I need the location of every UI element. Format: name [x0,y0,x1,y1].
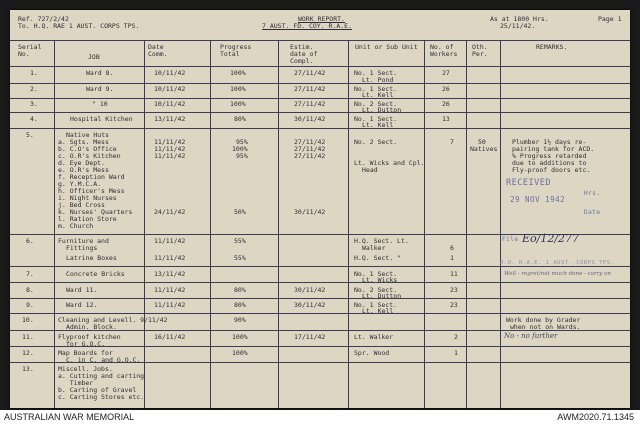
row-workers: 11 [450,270,458,278]
row-unit-officer: Lt. Kell [362,307,394,315]
grid-line [10,98,630,99]
row-unit: H.Q. Sect. Lt. [354,237,409,245]
row-estim: 27/11/42 [294,100,326,108]
handwritten-note: Well - regret/not much done - carry on [504,271,611,277]
stamp-hq-line: H.Q. R.A.E. 1 AUST. CORPS TPS. [500,260,615,266]
row5-item: m. Church [58,222,94,230]
row5-progress: 100% [232,145,248,153]
row-progress: 80% [234,301,246,309]
row5-unit-officer: Lt. Wicks and Cpl. [354,159,425,167]
grid-line [424,40,425,408]
row-workers: 27 [442,69,450,77]
grid-line [10,298,630,299]
col-estim: Estim. date of Compl. [290,43,318,65]
grid-line [10,313,630,314]
row-estim: 27/11/42 [294,69,326,77]
row-estim: 30/11/42 [294,286,326,294]
report-subtitle: 7 AUST. FD. COY. R.A.E. [262,22,353,30]
row-workers: 23 [450,286,458,294]
row5-remark: % Progress retarded [512,152,587,160]
row-progress: 90% [234,316,246,324]
row-date: 11/11/42 [154,286,186,294]
grid-line [278,40,279,408]
addressee: To. H.Q. RAE 1 AUST. CORPS TPS. [18,22,140,30]
row-date: 11/11/42 [154,254,186,262]
ref-number: Ref. 727/2/42 [18,15,69,23]
row-date: 11/11/42 [154,237,186,245]
row-unit: No. 2 Sect. [354,100,398,108]
row5-unit: No. 2 Sect. [354,138,398,146]
page-number: Page 1 [598,15,622,23]
row5-item: i. Night Nurses [58,194,117,202]
row-date: 16/11/42 [154,333,186,341]
row-unit: No. 1 Sect. [354,301,398,309]
row5-item: b. C.O's Office [58,145,117,153]
row-unit-officer: Lt. Dutton [362,292,402,300]
stamp-hrs: Hrs. [584,190,601,197]
row-workers: 1 [454,349,458,357]
row-serial: 9. [26,301,34,309]
row-job: Flyproof kitchen [58,333,121,341]
row-date: 13/11/42 [154,270,186,278]
row-estim: 30/11/42 [294,301,326,309]
row-job: Ward 9. [86,85,114,93]
row-unit: Spr. Wood [354,349,390,357]
row-job-cont: C. in C. and G.O.C. [66,356,141,364]
row-job-cont: Admin. Block. [66,323,117,331]
row-job: Furniture and [58,237,109,245]
row-unit: No. 2 Sect. [354,286,398,294]
grid-line [500,40,501,408]
row5-item: d. Eye Dept. [58,159,105,167]
grid-line [10,128,630,129]
row-job-cont: for G.O.C. [66,340,106,348]
document-page [10,10,630,408]
row-serial: 13. [22,365,34,373]
row5-remark: due to additions to [512,159,587,167]
row-serial: 6. [26,237,34,245]
row-serial: 11. [22,333,34,341]
row5-estim: 27/11/42 [294,145,326,153]
row-job-cont: Fittings [66,244,98,252]
row5-k-date: 24/11/42 [154,208,186,216]
row13-item: Miscell. Jobs. [58,365,113,373]
stamp-date-label: Date [584,209,601,216]
row-progress: 55% [234,254,246,262]
col-oth-per: Oth. Per. [472,43,488,58]
grid-line [466,40,467,408]
row-workers: 26 [442,100,450,108]
col-remarks: REMARKS. [536,43,568,51]
row-serial: 3. [30,100,38,108]
row-progress: 100% [232,333,248,341]
row-date: 10/11/42 [154,69,186,77]
row-serial: 5. [26,131,34,139]
row5-unit-officer: Head [362,166,378,174]
col-progress: Progress Total [220,43,252,58]
row-serial: 2. [30,85,38,93]
grid-line [10,83,630,84]
row-job: Ward 12. [66,301,98,309]
row13-item: a. Cutting and carting [58,372,145,380]
row-remark: Work done by Grader [506,316,581,324]
row5-progress: 95% [236,152,248,160]
row-job: Ward 8. [86,69,114,77]
row5-progress: 95% [236,138,248,146]
row-estim: 27/11/42 [294,85,326,93]
row-progress: 80% [234,286,246,294]
row5-item: e. O.R's Mess [58,166,109,174]
footer-catalogue-id: AWM2020.71.1345 [557,412,634,422]
row13-item: Timber [58,379,94,387]
row-unit-officer: Lt. Wicks [362,276,398,284]
grid-line [348,40,349,408]
row-job: Ward 11. [66,286,98,294]
row-unit-officer: Lt. Kell [362,91,394,99]
grid-line [10,266,630,267]
row-progress: 100% [232,349,248,357]
row5-item: l. Ration Store [58,215,117,223]
row-workers: 1 [450,254,454,262]
row-unit-officer: Lt. Dutton [362,106,402,114]
handwritten-note: No - no further [504,332,558,340]
grid-line [54,40,55,408]
row5-estim: 27/11/42 [294,138,326,146]
row-progress: 100% [230,100,246,108]
row5-k-progress: 50% [234,208,246,216]
row-workers: 23 [450,301,458,309]
handwritten-file-number: Eo/12/277 [522,232,580,245]
row-unit: No. 1 Sect. [354,270,398,278]
row13-item: c. Carting Stores etc. [58,393,145,401]
row5-date: 11/11/42 [154,145,186,153]
row5-item: h. Officer's Mess [58,187,125,195]
col-date-comm: Date Comm. [148,43,168,58]
row5-item: k. Nurses' Quarters [58,208,133,216]
row-date: 10/11/42 [154,100,186,108]
row5-k-estim: 30/11/42 [294,208,326,216]
grid-line [10,112,630,113]
row-estim: 30/11/42 [294,115,326,123]
row5-oth: 50 [478,138,486,146]
col-serial: Serial No. [18,43,42,58]
row-serial: 8. [26,286,34,294]
row-unit-officer: Lt. Kell [362,121,394,129]
row-progress: 80% [234,115,246,123]
row-estim: 17/11/42 [294,333,326,341]
row-date: 11/11/42 [154,301,186,309]
row5-oth: Natives [470,145,498,153]
col-job: JOB [88,53,100,61]
row5-item: g. Y.M.C.A. [58,180,102,188]
row-progress: 100% [230,85,246,93]
row5-item: f. Reception Ward [58,173,125,181]
row5-remark: Plumber 1½ days re- [512,138,587,146]
row13-item: b. Carting of Gravel [58,386,137,394]
row5-item: Native Huts [66,131,110,139]
archive-footer [0,410,640,425]
row-progress: 100% [230,69,246,77]
grid-line [144,40,145,408]
row-unit: No. 1 Sect. [354,115,398,123]
row-date: 13/11/42 [154,115,186,123]
received-stamp-date: 29 NOV 1942 [510,195,566,204]
row-job: Hospital Kitchen [70,115,133,123]
row5-item: j. Bed Cross [58,201,105,209]
row5-item: c. O.R's Kitchen [58,152,121,160]
received-stamp: RECEIVED [506,178,551,188]
row-serial: 4. [30,115,38,123]
report-title: WORK REPORT. [298,15,345,23]
report-date: 25/11/42. [500,22,536,30]
grid-line [10,40,630,41]
col-workers: No. of Workers [430,43,458,58]
row-progress: 55% [234,237,246,245]
row-unit-officer: Walker [362,244,386,252]
row5-estim: 27/11/42 [294,152,326,160]
row-unit: Lt. Walker [354,333,394,341]
row-serial: 7. [26,270,34,278]
grid-line [10,66,630,67]
row5-remark: Fly-proof doors etc. [512,166,591,174]
row-remark: when not on Wards. [510,323,581,331]
row-job: Cleaning and Levell. 9/11/42 [58,316,168,324]
row-unit: No. 1 Sect. [354,85,398,93]
col-unit: Unit or Sub Unit [355,43,418,51]
row-serial: 10. [22,316,34,324]
row-unit: No. 1 Sect. [354,69,398,77]
row-workers: 26 [442,85,450,93]
row5-workers: 7 [450,138,454,146]
row-unit: H.Q. Sect. " [354,254,401,262]
row-workers: 6 [450,244,454,252]
row5-remark: pairing tank for ACD. [512,145,595,153]
row5-date: 11/11/42 [154,152,186,160]
row-unit-officer: Lt. Pond [362,76,394,84]
row-job: Concrete Bricks [66,270,125,278]
row5-date: 11/11/42 [154,138,186,146]
row-serial: 1. [30,69,38,77]
row-workers: 2 [454,333,458,341]
row-job: Map Boards for [58,349,113,357]
grid-line [10,282,630,283]
row-workers: 13 [442,115,450,123]
row-serial: 12. [22,349,34,357]
grid-line [210,40,211,408]
stamp-file-label: File [502,236,519,243]
row-job: Latrine Boxes [66,254,117,262]
as-at-time: As at 1800 Hrs. [490,15,549,23]
row-job: " 10 [92,100,108,108]
row-date: 10/11/42 [154,85,186,93]
row5-item: a. Sgts. Mess [58,138,109,146]
footer-institution: AUSTRALIAN WAR MEMORIAL [4,412,135,422]
